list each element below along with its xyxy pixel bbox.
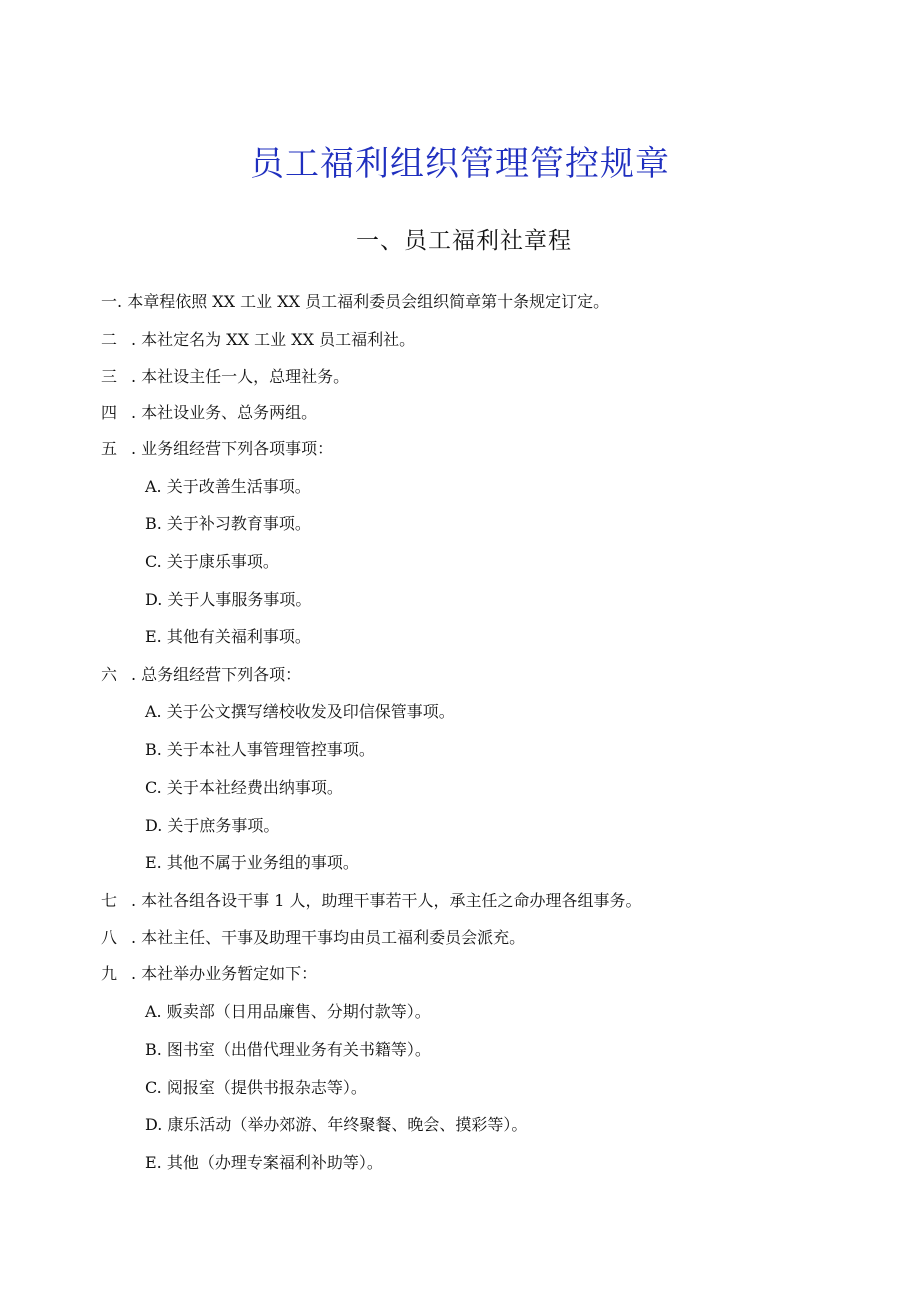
section-title: 一、员工福利社章程 (356, 228, 572, 254)
clause-text: . 本社各组各设干事 1 人，助理干事若干人，承主任之命办理各组事务。 (131, 891, 642, 910)
sub-item: E. 其他不属于业务组的事项。 (145, 853, 359, 872)
clause-text: . 总务组经营下列各项： (131, 665, 302, 684)
clause-4 (101, 402, 317, 424)
clause-1 (101, 291, 609, 313)
clause-6 (101, 664, 301, 686)
clause-number: 六 (101, 665, 118, 684)
clause-text: . 本社设业务、总务两组。 (131, 403, 318, 422)
sub-item: A. 关于改善生活事项。 (145, 477, 311, 496)
clause-text: . 本社举办业务暂定如下： (131, 964, 318, 983)
clause-text: . 本社主任、干事及助理干事均由员工福利委员会派充。 (131, 928, 526, 947)
clause-number: 三 (101, 367, 118, 386)
clause-number: 九 (101, 964, 118, 983)
sub-item: E. 其他（办理专案福利补助等）。 (145, 1153, 383, 1172)
sub-item: B. 图书室（出借代理业务有关书籍等）。 (145, 1040, 431, 1059)
clause-number: 二 (101, 330, 118, 349)
sub-item: E. 其他有关福利事项。 (145, 627, 311, 646)
sub-item: C. 关于康乐事项。 (145, 552, 279, 571)
clause-number: 五 (101, 439, 118, 458)
clause-number: 四 (101, 403, 118, 422)
clause-number: 一 (101, 292, 118, 311)
clause-5 (101, 438, 333, 460)
sub-item: D. 关于庶务事项。 (145, 816, 280, 835)
sub-item: A. 贩卖部（日用品廉售、分期付款等）。 (145, 1002, 431, 1021)
clause-text: . 本章程依照 XX 工业 XX 员工福利委员会组织简章第十条规定订定。 (117, 292, 610, 311)
sub-item: B. 关于补习教育事项。 (145, 514, 311, 533)
sub-item: D. 康乐活动（举办郊游、年终聚餐、晚会、摸彩等）。 (145, 1115, 528, 1134)
document-title: 员工福利组织管理管控规章 (250, 144, 670, 184)
sub-item: B. 关于本社人事管理管控事项。 (145, 740, 375, 759)
clause-text: . 本社定名为 XX 工业 XX 员工福利社。 (131, 330, 416, 349)
clause-text: . 业务组经营下列各项事项： (131, 439, 334, 458)
clause-text: . 本社设主任一人，总理社务。 (131, 367, 350, 386)
clause-8 (101, 927, 525, 949)
sub-item: D. 关于人事服务事项。 (145, 590, 312, 609)
clause-2 (101, 329, 415, 351)
clause-number: 八 (101, 928, 118, 947)
sub-item: C. 阅报室（提供书报杂志等）。 (145, 1078, 367, 1097)
sub-item: C. 关于本社经费出纳事项。 (145, 778, 343, 797)
clause-7 (101, 890, 642, 912)
clause-9 (101, 963, 317, 985)
clause-number: 七 (101, 891, 118, 910)
clause-3 (101, 366, 349, 388)
sub-item: A. 关于公文撰写缮校收发及印信保管事项。 (145, 702, 455, 721)
